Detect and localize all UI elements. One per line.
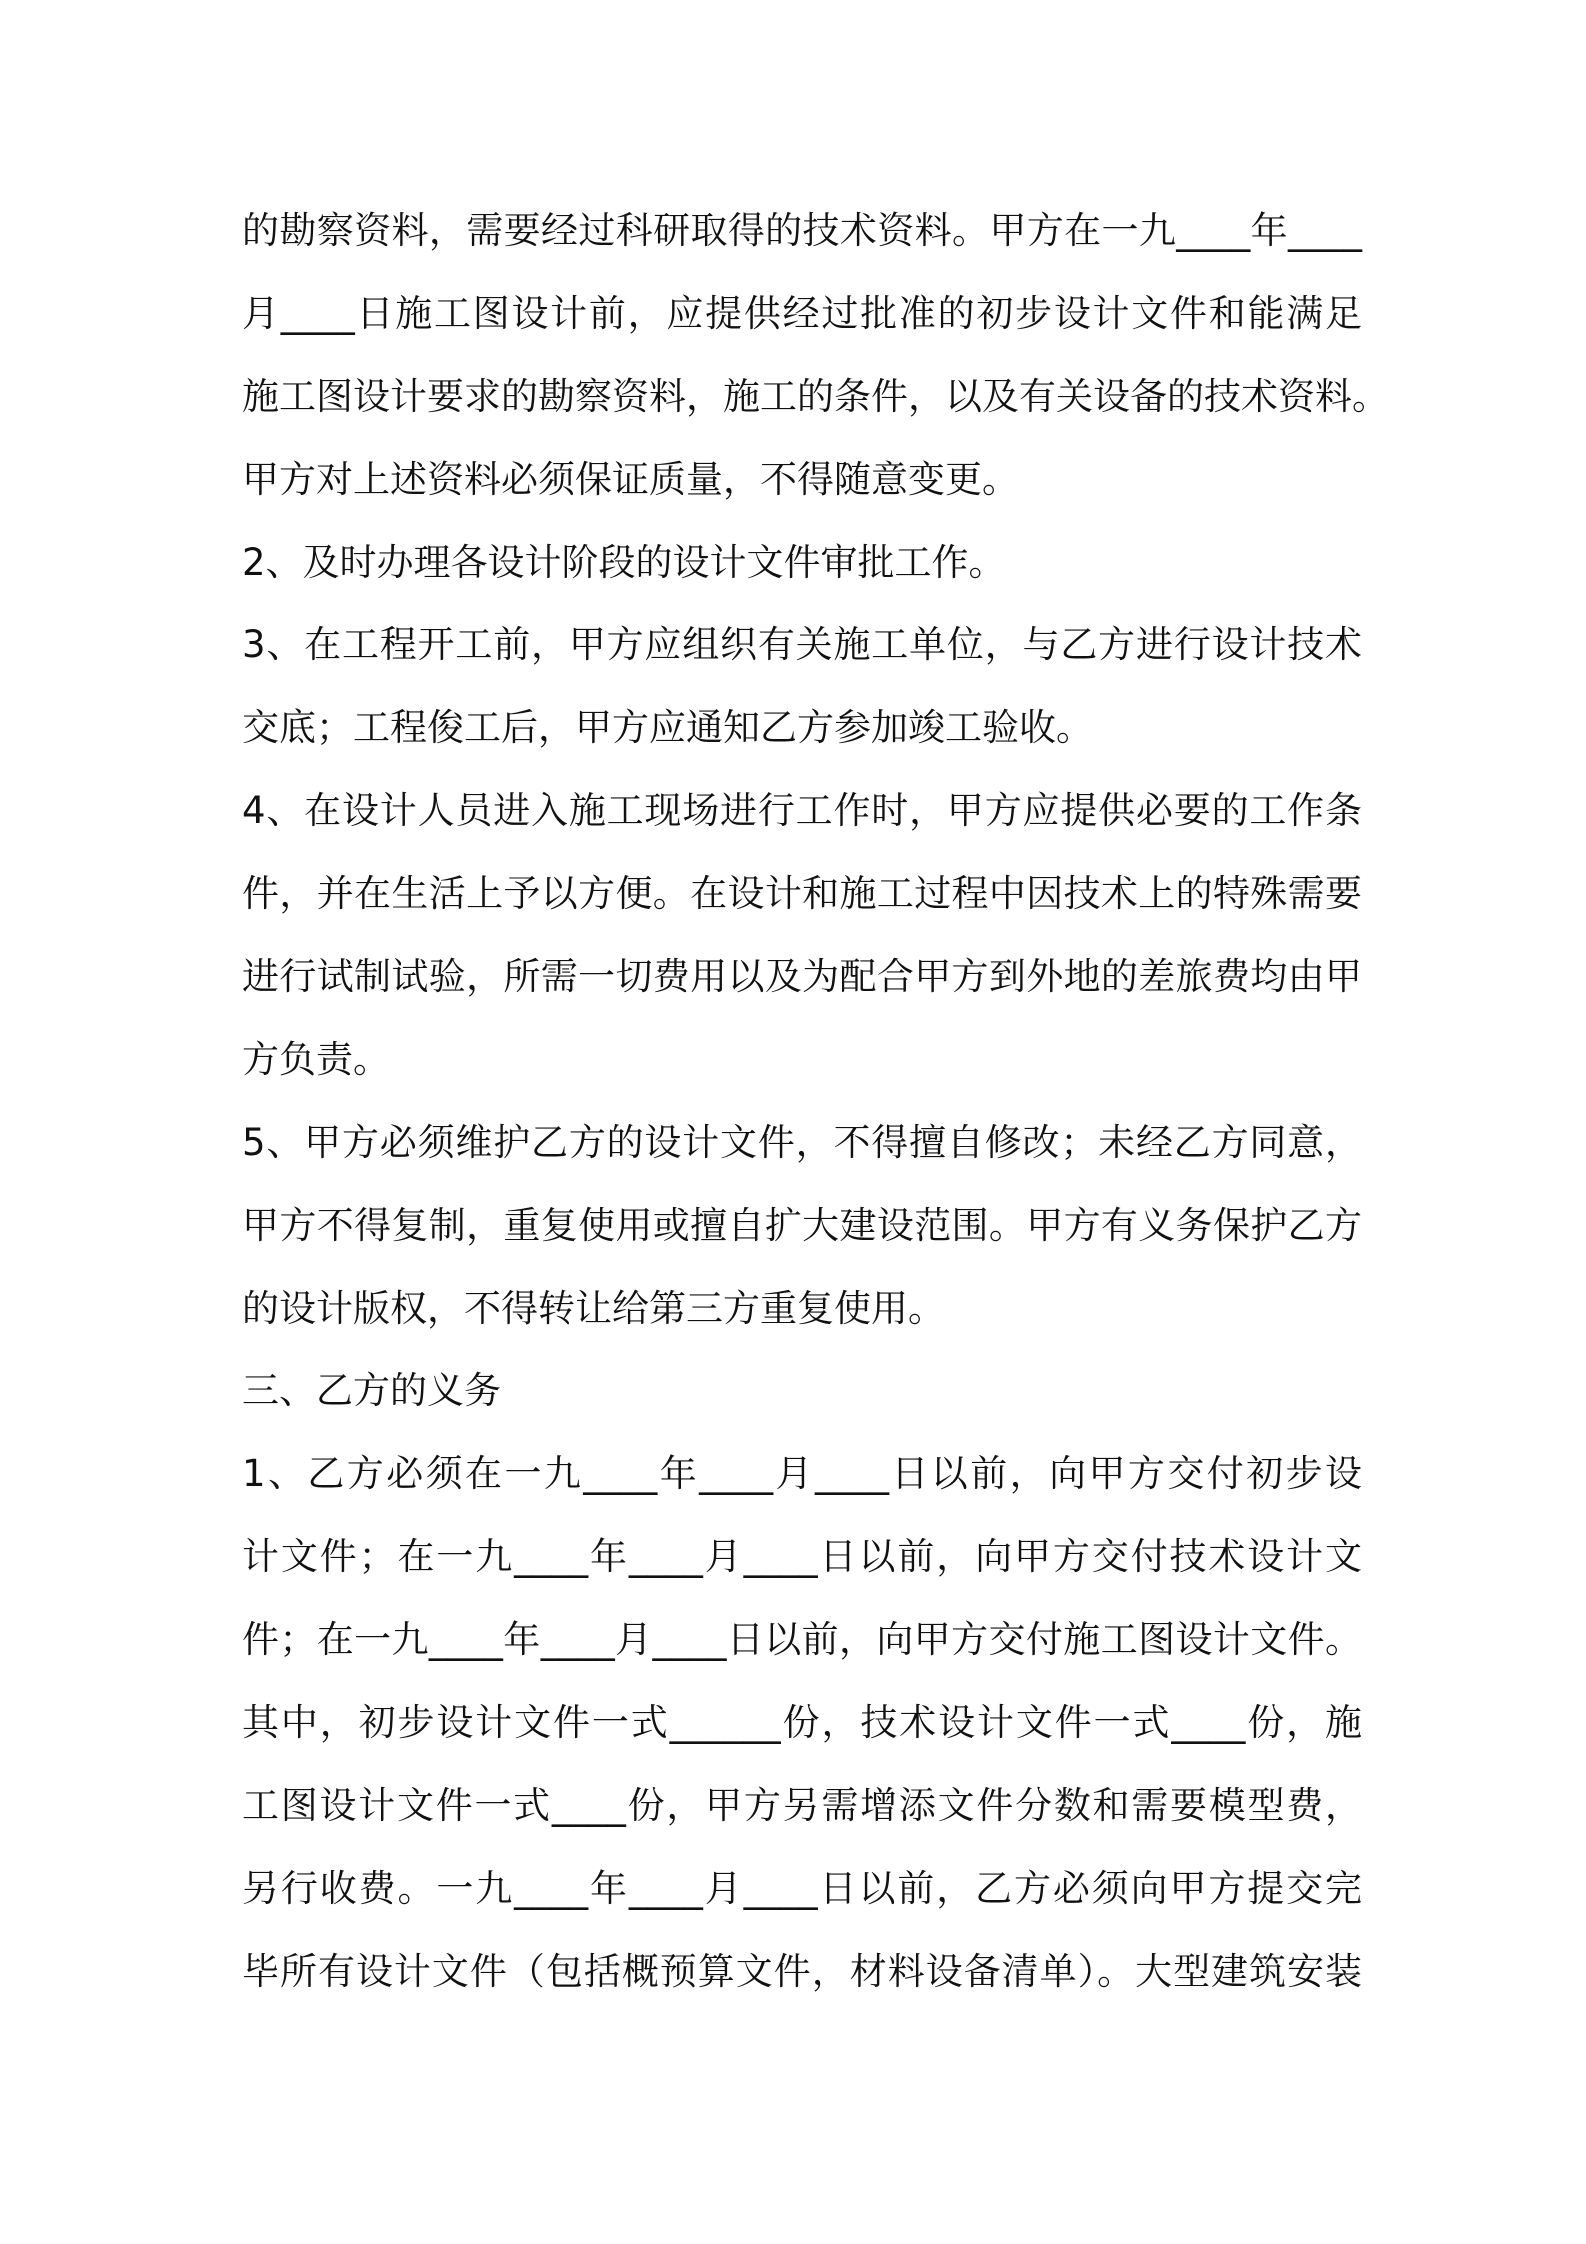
- text-line: 毕所有设计文件（包括概预算文件，材料设备清单）。大型建筑安装: [242, 1949, 1362, 1993]
- text-line: 进行试制试验，所需一切费用以及为配合甲方到外地的差旅费均由甲: [242, 955, 1362, 999]
- text-line: 其中，初步设计文件一式______份，技术设计文件一式____份，施: [242, 1701, 1362, 1745]
- text-line: 件；在一九____年____月____日以前，向甲方交付施工图设计文件。: [242, 1618, 1362, 1662]
- section-heading: 三、乙方的义务: [242, 1369, 501, 1413]
- text-line: 2、及时办理各设计阶段的设计文件审批工作。: [242, 540, 1006, 584]
- text-line: 的勘察资料，需要经过科研取得的技术资料。甲方在一九____年____: [242, 209, 1362, 252]
- document-body: [242, 190, 1389, 2014]
- text-line: 方负责。: [242, 1037, 390, 1081]
- text-line: 另行收费。一九____年____月____日以前，乙方必须向甲方提交完: [242, 1866, 1362, 1910]
- text-line: 4、在设计人员进入施工现场进行工作时，甲方应提供必要的工作条: [242, 789, 1362, 833]
- text-line: 1、乙方必须在一九____年____月____日以前，向甲方交付初步设: [242, 1452, 1362, 1496]
- text-line: 施工图设计要求的勘察资料，施工的条件，以及有关设备的技术资料。: [242, 374, 1389, 418]
- text-line: 工图设计文件一式____份，甲方另需增添文件分数和需要模型费，: [242, 1783, 1362, 1827]
- text-line: 5、甲方必须维护乙方的设计文件，不得擅自修改；未经乙方同意，: [242, 1120, 1362, 1164]
- text-line: 3、在工程开工前，甲方应组织有关施工单位，与乙方进行设计技术: [242, 623, 1362, 667]
- text-line: 件，并在生活上予以方便。在设计和施工过程中因技术上的特殊需要: [242, 872, 1362, 916]
- text-line: 月____日施工图设计前，应提供经过批准的初步设计文件和能满足: [242, 291, 1362, 335]
- text-line: 的设计版权，不得转让给第三方重复使用。: [242, 1286, 945, 1330]
- text-line: 计文件；在一九____年____月____日以前，向甲方交付技术设计文: [242, 1535, 1362, 1579]
- text-line: 甲方不得复制，重复使用或擅自扩大建设范围。甲方有义务保护乙方: [242, 1203, 1362, 1247]
- text-line: 交底；工程俊工后，甲方应通知乙方参加竣工验收。: [242, 706, 1093, 750]
- text-line: 甲方对上述资料必须保证质量，不得随意变更。: [242, 457, 1019, 501]
